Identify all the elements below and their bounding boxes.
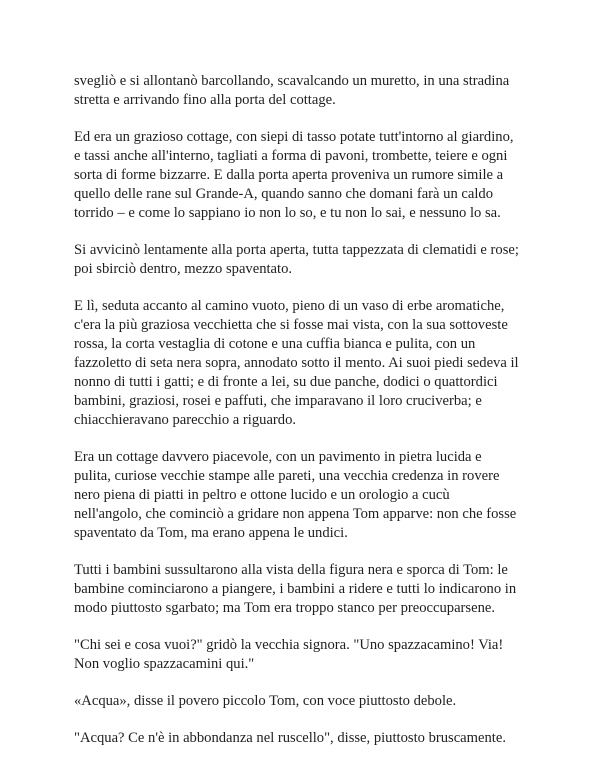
paragraph — [74, 561, 536, 618]
text-line: nell'angolo, che cominciò a gridare non appena Tom apparve: non che fosse — [74, 506, 517, 522]
text-line: rossa, la corta vestaglia di cotone e una cuffia bianca e pulita, con un — [74, 336, 476, 352]
text-line: Si avvicinò lentamente alla porta aperta, tutta tappezzata di clematidi e rose; — [74, 242, 519, 258]
text-line: modo piuttosto sgarbato; ma Tom era troppo stanco per preoccuparsene. — [74, 600, 495, 616]
paragraph — [74, 128, 536, 223]
paragraph — [74, 72, 536, 110]
paragraph — [74, 636, 536, 674]
text-line: e tassi anche all'interno, tagliati a forma di pavoni, trombette, teiere e ogni — [74, 148, 508, 164]
text-line: svegliò e si allontanò barcollando, scavalcando un muretto, in una stradina — [74, 73, 510, 89]
text-line: c'era la più graziosa vecchietta che si fosse mai vista, con la sua sottoveste — [74, 317, 508, 333]
text-line: spaventato da Tom, ma erano appena le undici. — [74, 525, 348, 541]
text-line: Era un cottage davvero piacevole, con un pavimento in pietra lucida e — [74, 449, 482, 465]
text-line: nero piena di piatti in peltro e ottone lucido e un orologio a cucù — [74, 487, 450, 503]
text-line: E lì, seduta accanto al camino vuoto, pieno di un vaso di erbe aromatiche, — [74, 298, 505, 314]
paragraph — [74, 448, 536, 543]
paragraph — [74, 692, 536, 711]
text-line: Non voglio spazzacamini qui." — [74, 656, 255, 672]
text-line: pulita, curiose vecchie stampe alle pareti, una vecchia credenza in rovere — [74, 468, 500, 484]
text-line: bambine cominciarono a piangere, i bambini a ridere e tutti lo indicarono in — [74, 581, 517, 597]
text-line: fazzoletto di seta nera sopra, annodato sotto il mento. Ai suoi piedi sedeva il — [74, 355, 519, 371]
text-line: stretta e arrivando fino alla porta del cottage. — [74, 92, 336, 108]
text-line: poi sbirciò dentro, mezzo spaventato. — [74, 261, 293, 277]
text-line: chiacchieravano parecchio a riguardo. — [74, 412, 297, 428]
text-line: nonno di tutti i gatti; e di fronte a lei, su due panche, dodici o quattordici — [74, 374, 498, 390]
text-line: «Acqua», disse il povero piccolo Tom, con voce piuttosto debole. — [74, 693, 457, 709]
text-line: quello delle rane sul Grande-A, quando sanno che domani farà un caldo — [74, 186, 494, 202]
document-body — [74, 72, 536, 766]
paragraph — [74, 241, 536, 279]
paragraph — [74, 729, 536, 748]
text-line: torrido – e come lo sappiano io non lo so, e tu non lo sai, e nessuno lo sa. — [74, 205, 501, 221]
text-line: Tutti i bambini sussultarono alla vista della figura nera e sporca di Tom: le — [74, 562, 508, 578]
paragraph — [74, 297, 536, 430]
text-line: Ed era un grazioso cottage, con siepi di tasso potate tutt'intorno al giardino, — [74, 129, 514, 145]
text-line: "Acqua? Ce n'è in abbondanza nel ruscello", disse, piuttosto bruscamente. — [74, 730, 506, 746]
text-line: "Chi sei e cosa vuoi?" gridò la vecchia signora. "Uno spazzacamino! Via! — [74, 637, 504, 653]
text-line: sorta di forme bizzarre. E dalla porta aperta proveniva un rumore simile a — [74, 167, 504, 183]
text-line: bambini, graziosi, rosei e paffuti, che imparavano il loro cruciverba; e — [74, 393, 482, 409]
